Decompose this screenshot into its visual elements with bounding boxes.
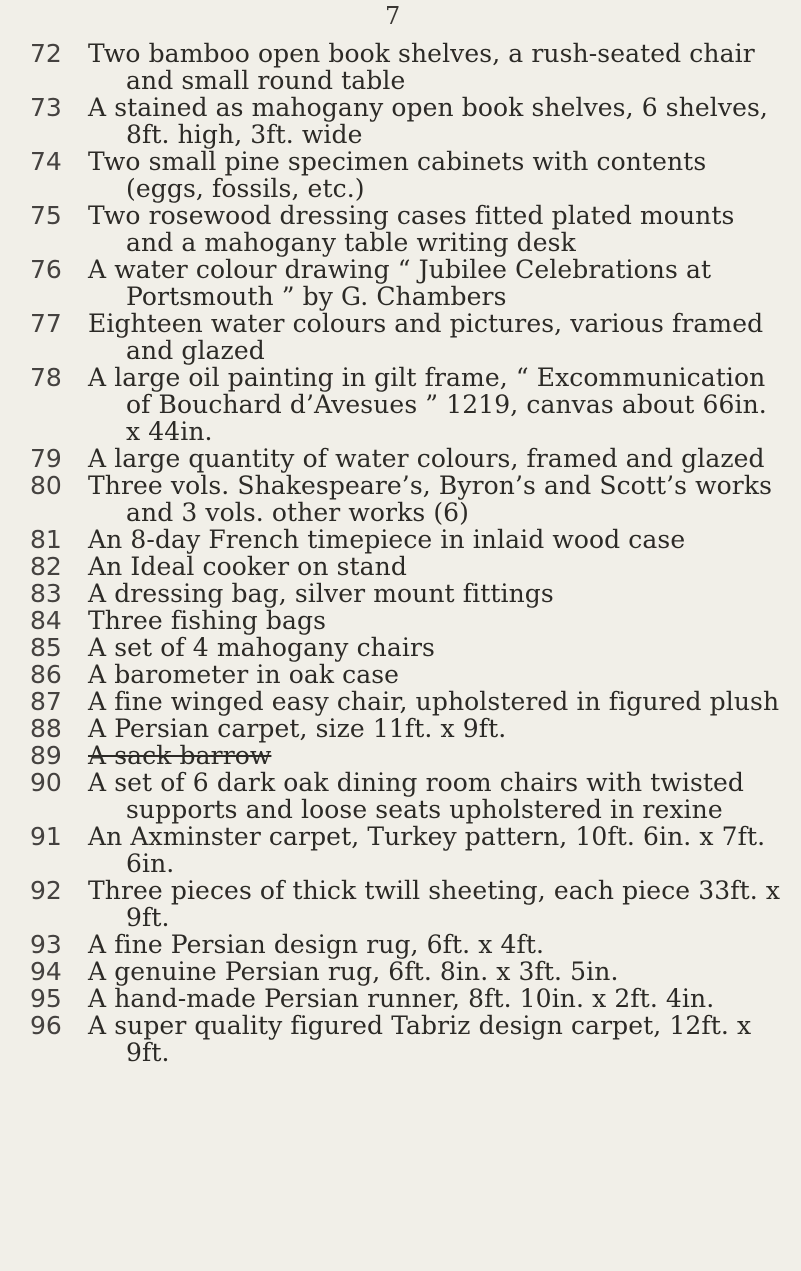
lot-number: 74 <box>30 147 62 176</box>
lot-number: 86 <box>30 660 62 689</box>
lot-description: An Axminster carpet, Turkey pattern, 10ft. 6in. x 7ft. 6in. <box>88 822 766 878</box>
lot-description: A set of 4 mahogany chairs <box>88 633 435 662</box>
lot-item <box>0 364 801 445</box>
lot-number: 84 <box>30 606 62 635</box>
page-marker: 7 <box>385 2 401 30</box>
lot-number: 83 <box>30 579 62 608</box>
lot-number: 94 <box>30 957 62 986</box>
lot-item <box>0 688 801 715</box>
lot-number: 96 <box>30 1011 62 1040</box>
lot-number: 85 <box>30 633 62 662</box>
lot-number: 90 <box>30 768 62 797</box>
lot-item <box>0 877 801 931</box>
lot-description: A barometer in oak case <box>88 660 400 689</box>
lot-number: 80 <box>30 471 62 500</box>
lot-item <box>0 472 801 526</box>
lot-item <box>0 742 801 769</box>
lot-item <box>0 94 801 148</box>
lot-description: An 8-day French timepiece in inlaid wood case <box>88 525 686 554</box>
lot-list <box>0 40 801 1066</box>
lot-item <box>0 607 801 634</box>
lot-item <box>0 526 801 553</box>
lot-item <box>0 715 801 742</box>
lot-number: 91 <box>30 822 62 851</box>
lot-description: A fine winged easy chair, upholstered in figured plush <box>88 687 780 716</box>
lot-item <box>0 445 801 472</box>
lot-description: An Ideal cooker on stand <box>88 552 407 581</box>
lot-number: 72 <box>30 39 62 68</box>
lot-number: 87 <box>30 687 62 716</box>
lot-number: 88 <box>30 714 62 743</box>
lot-item <box>0 580 801 607</box>
lot-number: 92 <box>30 876 62 905</box>
lot-number: 81 <box>30 525 62 554</box>
lot-item <box>0 931 801 958</box>
lot-description: A sack barrow <box>88 741 272 770</box>
lot-item <box>0 202 801 256</box>
lot-number: 95 <box>30 984 62 1013</box>
lot-item <box>0 769 801 823</box>
lot-item <box>0 256 801 310</box>
lot-number: 93 <box>30 930 62 959</box>
lot-number: 78 <box>30 363 62 392</box>
lot-item <box>0 661 801 688</box>
lot-description: Three fishing bags <box>88 606 327 635</box>
lot-description: A set of 6 dark oak dining room chairs with twisted supports and loose seats upholstered in rexine <box>88 768 745 824</box>
lot-item <box>0 40 801 94</box>
lot-description: Three pieces of thick twill sheeting, each piece 33ft. x 9ft. <box>88 876 781 932</box>
lot-description: Two small pine specimen cabinets with contents (eggs, fossils, etc.) <box>88 147 707 203</box>
lot-item <box>0 310 801 364</box>
lot-item <box>0 1012 801 1066</box>
lot-description: A dressing bag, silver mount fittings <box>88 579 554 608</box>
lot-number: 82 <box>30 552 62 581</box>
lot-item <box>0 148 801 202</box>
lot-description: A large oil painting in gilt frame, “ Excommunication of Bouchard d’Avesues ” 1219, canvas about 66in. x 44in. <box>88 363 767 446</box>
lot-number: 76 <box>30 255 62 284</box>
lot-item <box>0 553 801 580</box>
lot-item <box>0 985 801 1012</box>
lot-description: Three vols. Shakespeare’s, Byron’s and Scott’s works and 3 vols. other works (6) <box>88 471 773 527</box>
lot-description: A genuine Persian rug, 6ft. 8in. x 3ft. 5in. <box>88 957 619 986</box>
lot-description: A hand-made Persian runner, 8ft. 10in. x 2ft. 4in. <box>88 984 715 1013</box>
lot-number: 79 <box>30 444 62 473</box>
lot-item <box>0 634 801 661</box>
lot-description: A stained as mahogany open book shelves, 6 shelves, 8ft. high, 3ft. wide <box>88 93 768 149</box>
lot-number: 75 <box>30 201 62 230</box>
lot-description: Eighteen water colours and pictures, various framed and glazed <box>88 309 764 365</box>
lot-item <box>0 823 801 877</box>
lot-description: Two rosewood dressing cases fitted plated mounts and a mahogany table writing desk <box>88 201 735 257</box>
lot-number: 77 <box>30 309 62 338</box>
lot-description: A Persian carpet, size 11ft. x 9ft. <box>88 714 507 743</box>
lot-number: 89 <box>30 741 62 770</box>
lot-description: A super quality figured Tabriz design carpet, 12ft. x 9ft. <box>88 1011 752 1067</box>
lot-number: 73 <box>30 93 62 122</box>
lot-description: A fine Persian design rug, 6ft. x 4ft. <box>88 930 545 959</box>
lot-description: A large quantity of water colours, framed and glazed <box>88 444 765 473</box>
lot-description: A water colour drawing “ Jubilee Celebrations at Portsmouth ” by G. Chambers <box>88 255 712 311</box>
lot-description: Two bamboo open book shelves, a rush-seated chair and small round table <box>88 39 755 95</box>
lot-item <box>0 958 801 985</box>
